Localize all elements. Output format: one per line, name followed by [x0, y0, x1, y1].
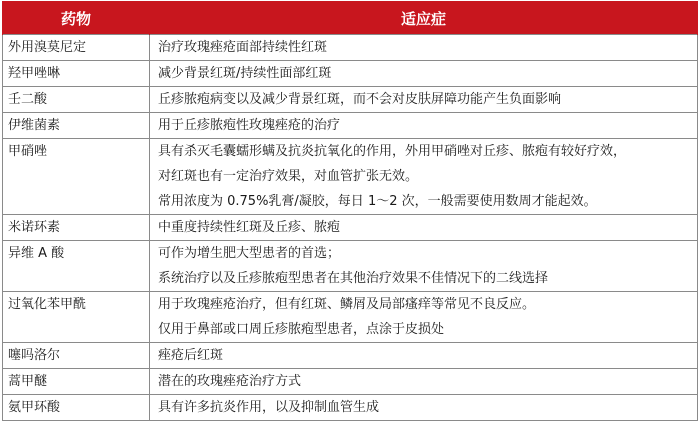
indication-line: 治疗玫瑰痤疮面部持续性红斑 — [158, 40, 328, 55]
indication-cell — [150, 139, 698, 215]
indication-line: 具有许多抗炎作用，以及抑制血管生成 — [158, 400, 380, 415]
table-row — [3, 61, 698, 87]
indication-line: 常用浓度为 0.75%乳膏/凝胶，每日 1～2 次，一般需要使用数周才能起效。 — [158, 194, 597, 209]
header-drug: 药物 — [3, 2, 150, 35]
indication-cell — [150, 241, 698, 292]
indication-cell — [150, 395, 698, 421]
drug-cell: 甲硝唑 — [3, 139, 150, 215]
table-row — [3, 139, 698, 215]
indication-line: 具有杀灭毛囊蠕形螨及抗炎抗氧化的作用，外用甲硝唑对丘疹、脓疱有较好疗效， — [158, 144, 627, 159]
table-row — [3, 87, 698, 113]
drug-cell: 噻吗洛尔 — [3, 343, 150, 369]
table-row — [3, 241, 698, 292]
drug-cell: 伊维菌素 — [3, 113, 150, 139]
drug-cell: 壬二酸 — [3, 87, 150, 113]
indication-cell — [150, 113, 698, 139]
drug-cell: 羟甲唑啉 — [3, 61, 150, 87]
table-row — [3, 215, 698, 241]
indication-line: 丘疹脓疱病变以及减少背景红斑，而不会对皮肤屏障功能产生负面影响 — [158, 92, 562, 107]
table-row — [3, 35, 698, 61]
indication-line: 用于丘疹脓疱性玫瑰痤疮的治疗 — [158, 118, 341, 133]
indication-cell — [150, 369, 698, 395]
drug-cell: 异维 A 酸 — [3, 241, 150, 292]
indication-line: 潜在的玫瑰痤疮治疗方式 — [158, 374, 302, 389]
header-row — [3, 2, 698, 35]
indication-line: 减少背景红斑/持续性面部红斑 — [158, 66, 332, 81]
drug-cell: 氨甲环酸 — [3, 395, 150, 421]
indication-line: 中重度持续性红斑及丘疹、脓疱 — [158, 220, 341, 235]
indication-line: 用于玫瑰痤疮治疗，但有红斑、鳞屑及局部瘙痒等常见不良反应。 — [158, 297, 536, 312]
indication-line: 对红斑也有一定治疗效果，对血管扩张无效。 — [158, 169, 419, 184]
table-body — [3, 35, 698, 421]
drug-cell: 外用溴莫尼定 — [3, 35, 150, 61]
drug-indication-table — [2, 1, 698, 421]
indication-line: 痤疮后红斑 — [158, 348, 224, 363]
table-row — [3, 113, 698, 139]
indication-line: 仅用于鼻部或口周丘疹脓疱型患者，点涂于皮损处 — [158, 322, 445, 337]
drug-cell: 米诺环素 — [3, 215, 150, 241]
table-header — [3, 2, 698, 35]
indication-cell — [150, 87, 698, 113]
indication-cell — [150, 343, 698, 369]
drug-cell: 蒿甲醚 — [3, 369, 150, 395]
indication-line: 可作为增生肥大型患者的首选； — [158, 246, 341, 261]
header-indication: 适应症 — [150, 2, 698, 35]
indication-cell — [150, 215, 698, 241]
table-row — [3, 292, 698, 343]
indication-cell — [150, 292, 698, 343]
table-row — [3, 395, 698, 421]
indication-line: 系统治疗以及丘疹脓疱型患者在其他治疗效果不佳情况下的二线选择 — [158, 271, 549, 286]
drug-indication-table-container — [2, 1, 697, 421]
table-row — [3, 343, 698, 369]
indication-cell — [150, 35, 698, 61]
table-row — [3, 369, 698, 395]
drug-cell: 过氧化苯甲酰 — [3, 292, 150, 343]
indication-cell — [150, 61, 698, 87]
